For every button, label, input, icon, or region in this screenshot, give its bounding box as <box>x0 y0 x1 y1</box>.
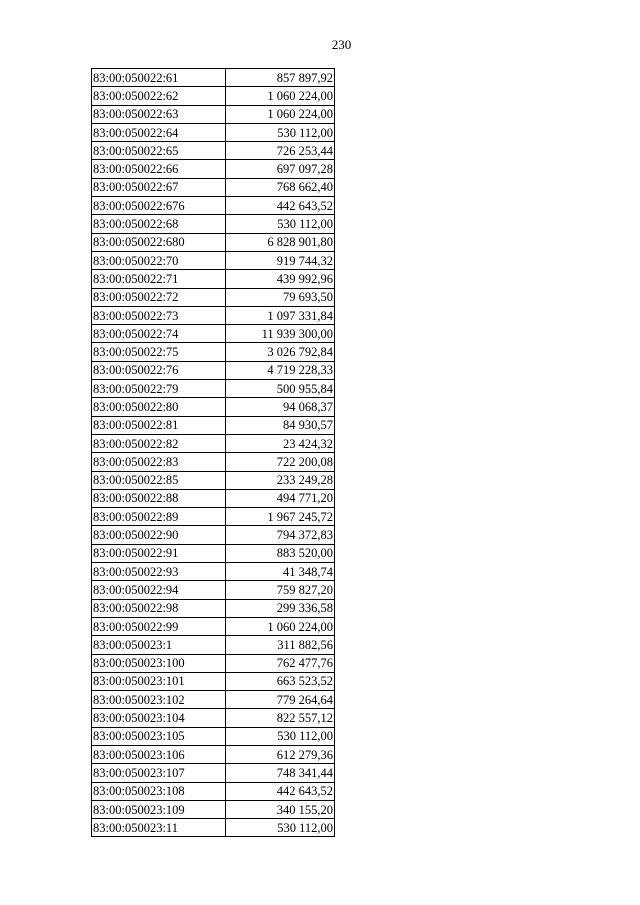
table-row <box>92 489 335 507</box>
cadastral-number-cell: 83:00:050022:90 <box>92 526 226 544</box>
cadastral-value-cell: 494 771,20 <box>226 489 335 507</box>
cadastral-number-cell: 83:00:050022:75 <box>92 343 226 361</box>
cadastral-value-cell: 41 348,74 <box>226 563 335 581</box>
cadastral-value-cell: 612 279,36 <box>226 745 335 763</box>
cadastral-number-cell: 83:00:050023:107 <box>92 764 226 782</box>
table-row <box>92 160 335 178</box>
cadastral-number-cell: 83:00:050022:74 <box>92 325 226 343</box>
cadastral-value-cell: 530 112,00 <box>226 819 335 837</box>
cadastral-value-cell: 6 828 901,80 <box>226 233 335 251</box>
cadastral-value-cell: 3 026 792,84 <box>226 343 335 361</box>
cadastral-number-cell: 83:00:050022:62 <box>92 87 226 105</box>
cadastral-number-cell: 83:00:050022:83 <box>92 453 226 471</box>
cadastral-value-cell: 857 897,92 <box>226 69 335 87</box>
page-number: 230 <box>331 37 352 52</box>
table-row <box>92 380 335 398</box>
cadastral-number-cell: 83:00:050022:85 <box>92 471 226 489</box>
cadastral-value-cell: 883 520,00 <box>226 544 335 562</box>
table-row <box>92 508 335 526</box>
cadastral-value-cell: 340 155,20 <box>226 800 335 818</box>
cadastral-value-cell: 79 693,50 <box>226 288 335 306</box>
table-row <box>92 178 335 196</box>
cadastral-number-cell: 83:00:050023:105 <box>92 727 226 745</box>
cadastral-value-cell: 299 336,58 <box>226 599 335 617</box>
cadastral-number-cell: 83:00:050023:106 <box>92 745 226 763</box>
table-body <box>92 69 335 837</box>
cadastral-number-cell: 83:00:050022:66 <box>92 160 226 178</box>
table-row <box>92 69 335 87</box>
cadastral-number-cell: 83:00:050022:79 <box>92 380 226 398</box>
cadastral-number-cell: 83:00:050023:100 <box>92 654 226 672</box>
cadastral-number-cell: 83:00:050022:99 <box>92 617 226 635</box>
table-row <box>92 105 335 123</box>
table-row <box>92 654 335 672</box>
cadastral-number-cell: 83:00:050022:88 <box>92 489 226 507</box>
cadastral-number-cell: 83:00:050023:109 <box>92 800 226 818</box>
cadastral-number-cell: 83:00:050022:71 <box>92 270 226 288</box>
table-row <box>92 233 335 251</box>
table-row <box>92 819 335 837</box>
cadastral-number-cell: 83:00:050022:70 <box>92 251 226 269</box>
cadastral-value-cell: 762 477,76 <box>226 654 335 672</box>
cadastral-value-cell: 919 744,32 <box>226 251 335 269</box>
cadastral-value-table <box>91 68 335 837</box>
table-row <box>92 361 335 379</box>
table-row <box>92 398 335 416</box>
cadastral-number-cell: 83:00:050022:76 <box>92 361 226 379</box>
cadastral-value-cell: 768 662,40 <box>226 178 335 196</box>
table-row <box>92 636 335 654</box>
cadastral-value-cell: 530 112,00 <box>226 727 335 745</box>
cadastral-number-cell: 83:00:050023:102 <box>92 691 226 709</box>
cadastral-value-cell: 1 060 224,00 <box>226 105 335 123</box>
table-row <box>92 87 335 105</box>
cadastral-number-cell: 83:00:050022:61 <box>92 69 226 87</box>
table-row <box>92 306 335 324</box>
table-row <box>92 270 335 288</box>
table-row <box>92 142 335 160</box>
table-row <box>92 123 335 141</box>
table-row <box>92 599 335 617</box>
cadastral-value-cell: 530 112,00 <box>226 215 335 233</box>
table-row <box>92 563 335 581</box>
table-row <box>92 434 335 452</box>
cadastral-value-cell: 822 557,12 <box>226 709 335 727</box>
cadastral-value-cell: 94 068,37 <box>226 398 335 416</box>
table-row <box>92 471 335 489</box>
cadastral-value-cell: 1 967 245,72 <box>226 508 335 526</box>
cadastral-value-cell: 233 249,28 <box>226 471 335 489</box>
cadastral-number-cell: 83:00:050023:11 <box>92 819 226 837</box>
table-row <box>92 197 335 215</box>
cadastral-value-cell: 84 930,57 <box>226 416 335 434</box>
cadastral-number-cell: 83:00:050022:680 <box>92 233 226 251</box>
table-row <box>92 288 335 306</box>
cadastral-number-cell: 83:00:050023:101 <box>92 672 226 690</box>
cadastral-value-cell: 4 719 228,33 <box>226 361 335 379</box>
cadastral-number-cell: 83:00:050022:72 <box>92 288 226 306</box>
cadastral-value-cell: 726 253,44 <box>226 142 335 160</box>
cadastral-number-cell: 83:00:050022:81 <box>92 416 226 434</box>
table-row <box>92 727 335 745</box>
cadastral-value-cell: 530 112,00 <box>226 123 335 141</box>
table-row <box>92 526 335 544</box>
cadastral-value-cell: 500 955,84 <box>226 380 335 398</box>
cadastral-number-cell: 83:00:050022:93 <box>92 563 226 581</box>
cadastral-value-cell: 11 939 300,00 <box>226 325 335 343</box>
table-row <box>92 215 335 233</box>
cadastral-value-cell: 23 424,32 <box>226 434 335 452</box>
cadastral-number-cell: 83:00:050022:89 <box>92 508 226 526</box>
cadastral-number-cell: 83:00:050022:80 <box>92 398 226 416</box>
table-row <box>92 453 335 471</box>
cadastral-value-cell: 697 097,28 <box>226 160 335 178</box>
cadastral-value-cell: 779 264,64 <box>226 691 335 709</box>
cadastral-value-cell: 1 060 224,00 <box>226 87 335 105</box>
cadastral-number-cell: 83:00:050022:91 <box>92 544 226 562</box>
cadastral-number-cell: 83:00:050022:98 <box>92 599 226 617</box>
cadastral-value-cell: 311 882,56 <box>226 636 335 654</box>
table-row <box>92 544 335 562</box>
table-row <box>92 343 335 361</box>
cadastral-value-cell: 442 643,52 <box>226 782 335 800</box>
table-row <box>92 764 335 782</box>
table-row <box>92 325 335 343</box>
table-row <box>92 617 335 635</box>
cadastral-number-cell: 83:00:050023:104 <box>92 709 226 727</box>
cadastral-number-cell: 83:00:050022:82 <box>92 434 226 452</box>
cadastral-value-cell: 663 523,52 <box>226 672 335 690</box>
cadastral-value-cell: 748 341,44 <box>226 764 335 782</box>
cadastral-number-cell: 83:00:050022:94 <box>92 581 226 599</box>
cadastral-value-cell: 794 372,83 <box>226 526 335 544</box>
cadastral-value-cell: 442 643,52 <box>226 197 335 215</box>
cadastral-value-cell: 439 992,96 <box>226 270 335 288</box>
cadastral-number-cell: 83:00:050022:73 <box>92 306 226 324</box>
cadastral-value-cell: 722 200,08 <box>226 453 335 471</box>
table-row <box>92 691 335 709</box>
table-row <box>92 745 335 763</box>
table-row <box>92 782 335 800</box>
cadastral-value-cell: 1 060 224,00 <box>226 617 335 635</box>
cadastral-number-cell: 83:00:050023:108 <box>92 782 226 800</box>
cadastral-number-cell: 83:00:050022:65 <box>92 142 226 160</box>
table-row <box>92 672 335 690</box>
cadastral-number-cell: 83:00:050022:63 <box>92 105 226 123</box>
cadastral-number-cell: 83:00:050022:64 <box>92 123 226 141</box>
cadastral-number-cell: 83:00:050022:676 <box>92 197 226 215</box>
cadastral-number-cell: 83:00:050022:68 <box>92 215 226 233</box>
cadastral-number-cell: 83:00:050023:1 <box>92 636 226 654</box>
cadastral-value-cell: 1 097 331,84 <box>226 306 335 324</box>
cadastral-value-cell: 759 827,20 <box>226 581 335 599</box>
table-row <box>92 709 335 727</box>
table-row <box>92 416 335 434</box>
table-row <box>92 251 335 269</box>
table-row <box>92 581 335 599</box>
table-row <box>92 800 335 818</box>
cadastral-number-cell: 83:00:050022:67 <box>92 178 226 196</box>
